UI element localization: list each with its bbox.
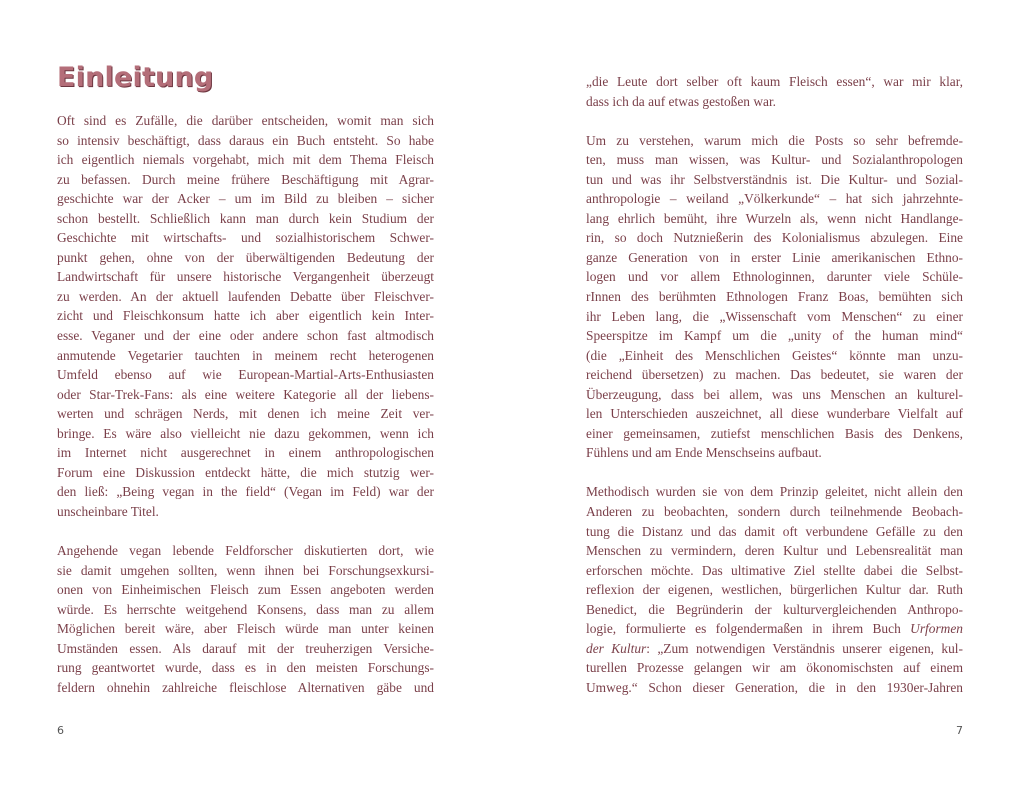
text-line: Überzeugung, dass bei allem, was uns Menschen an kulturel-	[586, 386, 963, 402]
text-line: Benedict, die Begründerin der kulturvergleichenden Anthropo-	[586, 601, 963, 617]
text-line: zu werden. An der aktuell laufenden Debatte über Fleischver-	[57, 288, 434, 304]
page-number: 6	[57, 724, 64, 737]
paragraph-gap	[586, 111, 963, 131]
text-line: reflexion der eigenen, westlichen, bürgerlichen Kultur dar. Ruth	[586, 582, 963, 598]
text-line: den ließ: „Being vegan in the field“ (Vegan im Feld) war der	[57, 484, 434, 500]
text-line: rInnen des berühmten Ethnologen Franz Boas, bemühten sich	[586, 289, 963, 305]
text-line: lang ehrlich bemüht, ihre Wurzeln als, wenn nicht Handlange-	[586, 210, 963, 226]
text-line	[586, 639, 963, 659]
paragraph-gap	[586, 463, 963, 483]
text-run: logie, formulierte es folgendermaßen in ihrem Buch	[586, 621, 901, 637]
text-line: reichend übersetzen) zu machen. Das bedeutet, sie waren der	[586, 367, 963, 383]
text-line: rin, so doch Nutznießerin des Kolonialismus abzulegen. Eine	[586, 230, 963, 246]
text-line: Umfeld ebenso auf wie European-Martial-Arts-Enthusiasten	[57, 367, 434, 383]
text-line: anmutende Vegetarier tauchten in meinem recht heterogenen	[57, 347, 434, 363]
page-number: 7	[956, 724, 963, 737]
text-line: unscheinbare Titel.	[57, 503, 159, 519]
text-line: len Unterschieden auszeichnet, all diese wunderbare Vielfalt auf	[586, 406, 963, 422]
text-line: so intensiv beschäftigt, dass daraus ein Buch entsteht. So habe	[57, 132, 434, 148]
text-line: zu befassen. Durch meine frühere Beschäftigung mit Agrar-	[57, 171, 434, 187]
text-line: im Internet nicht ausgerechnet in einem anthropologischen	[57, 445, 434, 461]
text-line: „die Leute dort selber oft kaum Fleisch essen“, war mir klar,	[586, 74, 963, 89]
text-run: : „Zum notwendigen Verständnis unserer eigenen, kul-	[646, 640, 963, 656]
text-line: rung geantwortet wurde, dass es in den meisten Forschungs-	[57, 660, 434, 676]
text-line: ich eigentlich niemals vorgehabt, mich mit dem Thema Fleisch	[57, 152, 434, 168]
paragraph	[57, 541, 434, 697]
text-line: feldern ohnehin zahlreiche fleischlose Alternativen gäbe und	[57, 679, 434, 695]
text-line: dass ich da auf etwas gestoßen war.	[586, 93, 777, 109]
book-title-italic: Urformen	[910, 621, 963, 637]
text-line: anthropologie – weiland „Völkerkunde“ – hat sich jahrzehnte-	[586, 191, 963, 207]
text-line: schon bestellt. Schließlich kann man durch kein Studium der	[57, 210, 434, 226]
text-line: Anderen zu beobachten, sondern durch teilnehmende Beobach-	[586, 504, 963, 520]
text-line: tung die Distanz und das damit oft verbundene Gefälle zu den	[586, 523, 963, 539]
text-line: sie damit umgehen sollten, wenn ihnen bei Forschungsexkursi-	[57, 562, 434, 578]
text-line: Methodisch wurden sie von dem Prinzip geleitet, nicht allein den	[586, 484, 963, 500]
text-line: tun und was ihr Selbstverständnis ist. Die Kultur- und Sozial-	[586, 171, 963, 187]
text-line: logen und vor allem Ethnologinnen, darunter viele Schüle-	[586, 269, 963, 285]
text-line: esse. Veganer und der eine oder andere schon fast altmodisch	[57, 328, 434, 344]
text-line: Menschen zu vermindern, deren Kultur und Lebensrealität man	[586, 543, 963, 559]
text-line: Oft sind es Zufälle, die darüber entscheiden, womit man sich	[57, 113, 434, 128]
text-line: (die „Einheit des Menschlichen Geistes“ könnte man unzu-	[586, 347, 963, 363]
text-line: oder Star-Trek-Fans: als eine weitere Kategorie all der liebens-	[57, 386, 434, 402]
right-text-column	[586, 72, 963, 698]
paragraph	[586, 131, 963, 463]
text-line: turellen Prozesse gelangen wir am ökonomischsten auf einem	[586, 660, 963, 676]
text-line: ihr Leben lang, die „Wissenschaft vom Menschen“ zu einer	[586, 308, 963, 324]
text-line: bringe. Es wäre also vielleicht nie dazu gekommen, wenn ich	[57, 425, 434, 441]
text-line: Möglichen bereit wäre, aber Fleisch würde man unter keinen	[57, 621, 434, 637]
text-line: werten und schrägen Nerds, mit denen ich meine Zeit ver-	[57, 406, 434, 422]
right-page	[510, 0, 1020, 794]
text-line: Geschichte mit wirtschafts- und sozialhistorischem Schwer-	[57, 230, 434, 246]
text-line: ten, muss man wissen, was Kultur- und Sozialanthropologen	[586, 152, 963, 168]
paragraph	[586, 482, 963, 697]
text-line	[586, 619, 963, 639]
text-line: Speerspitze im Kampf um die „unity of the human mind“	[586, 328, 963, 344]
text-line: Fühlens und am Ende Menschseins aufbaut.	[586, 445, 822, 461]
left-text-column	[57, 111, 434, 697]
text-line: würde. Es herrschte weitgehend Konsens, dass man zu allem	[57, 601, 434, 617]
book-title-italic: der Kultur	[586, 640, 647, 656]
paragraph-gap	[57, 521, 434, 541]
text-line: Um zu verstehen, warum mich die Posts so sehr befremde-	[586, 132, 963, 148]
text-line: Landwirtschaft für unsere historische Vergangenheit überzeugt	[57, 269, 434, 285]
chapter-title: Einleitung	[57, 62, 214, 93]
text-line: Umständen essen. Als darauf mit der treuherzigen Versiche-	[57, 640, 434, 656]
text-line: punkt gehen, ohne von der überwältigenden Bedeutung der	[57, 249, 434, 265]
paragraph	[57, 111, 434, 521]
paragraph	[586, 72, 963, 111]
text-line: einer gemeinsamen, zutiefst menschlichen Basis des Denkens,	[586, 425, 963, 441]
text-line: Angehende vegan lebende Feldforscher diskutierten dort, wie	[57, 543, 434, 559]
text-line: Forum eine Diskussion entdeckt hätte, die mich stutzig wer-	[57, 464, 434, 480]
text-line: onen von Einheimischen Fleisch zum Essen angeboten werden	[57, 582, 434, 598]
text-line: geschichte war der Acker – um im Bild zu bleiben – sicher	[57, 191, 434, 207]
text-line: erforschen möchte. Das ultimative Ziel stellte dabei die Selbst-	[586, 562, 963, 578]
text-line: zicht und Fleischkonsum hatte ich aber eigentlich kein Inter-	[57, 308, 434, 324]
text-line: ganze Generation von in erster Linie amerikanischen Ethno-	[586, 249, 963, 265]
text-line: Umweg.“ Schon dieser Generation, die in den 1930er-Jahren	[586, 679, 963, 695]
